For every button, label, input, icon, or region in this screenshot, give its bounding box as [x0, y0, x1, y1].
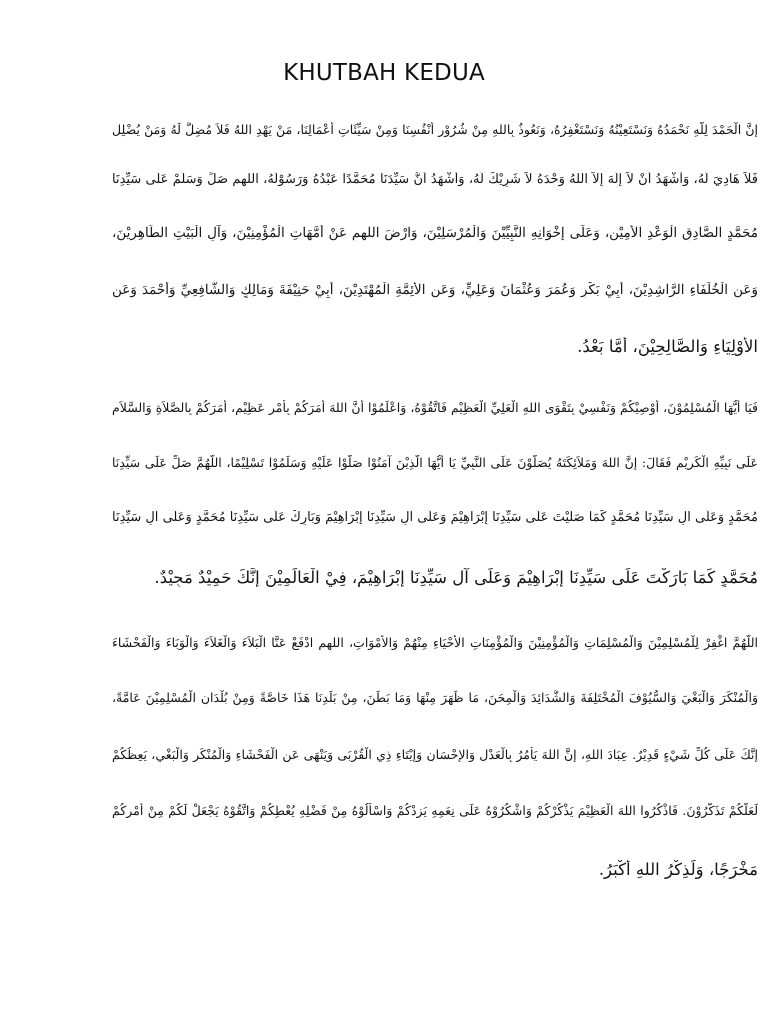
- text-line: عَلَى نَبِيِّهِ الْكَرِيْمِ فَقَالَ: إِنَّ اللهَ وَمَلاَئِكَتَهُ يُصَلُّوْنَ عَلَى النَّبِيِّ يَا أَيُّهَا الَّذِيْنَ آمَنُوْا صَلُّوْا عَلَيْهِ وَسَلِّمُوْا تَسْلِيْمًا، اللَّهُمَّ صَلِّ عَلَى سَيِّدِنَا: [112, 455, 758, 470]
- text-line: فَيَا أَيُّهَا الْمُسْلِمُوْنَ، أُوْصِيْكُمْ وَنَفْسِيْ بِتَقْوَى اللهِ الْعَلِيِّ الْعَظِيْمِ فَاتَّقُوْهُ، وَاعْلَمُوْا أَنَّ اللهَ أَمَرَكُمْ بِأَمْرٍ عَظِيْمٍ، أَمَرَكُمْ بِالصَّلاَةِ وَالسَّلاَمِ: [112, 400, 758, 415]
- text-line: إِنَّكَ عَلَى كُلِّ شَيْءٍ قَدِيْرٌ. عِبَادَ اللهِ، إِنَّ اللهَ يَأْمُرُ بِالْعَدْلِ وَالإِحْسَانِ وَإِيْتَاءِ ذِي الْقُرْبَى وَيَنْهَى عَنِ الْفَحْشَاءِ وَالْمُنْكَرِ وَالْبَغْيِ، يَعِظُكُمْ: [112, 747, 758, 762]
- text-line: مَخْرَجًا، وَلَذِكْرُ اللهِ أَكْبَرُ.: [598, 860, 758, 879]
- text-line: مُحَمَّدٍ الصَّادِقِ الْوَعْدِ الأَمِيْنِ، وَعَلَى إِخْوَانِهِ النَّبِيِّيْنَ وَالْمُرْسَلِيْنَ، وَارْضَ اللهم عَنْ أُمَّهَاتِ الْمُؤْمِنِيْنَ، وَآلِ الْبَيْتِ الطَّاهِرِيْنَ،: [112, 225, 758, 241]
- text-line: لَعَلَّكُمْ تَذَكَّرُوْنَ. فَاذْكُرُوا اللهَ الْعَظِيْمَ يَذْكُرْكُمْ وَاشْكُرُوْهُ عَلَى نِعَمِهِ يَزِدْكُمْ وَاسْأَلُوْهُ مِنْ فَضْلِهِ يُعْطِكُمْ وَاتَّقُوْهُ يَجْعَلْ لَكُمْ مِنْ أَمْرِكُمْ: [112, 803, 758, 818]
- text-line: مُحَمَّدٍ وَعَلَى آلِ سَيِّدِنَا مُحَمَّدٍ كَمَا صَلَّيْتَ عَلَى سَيِّدِنَا إِبْرَاهِيْمَ وَعَلَى آلِ سَيِّدِنَا إِبْرَاهِيْمَ وَبَارِكْ عَلَى سَيِّدِنَا مُحَمَّدٍ وَعَلَى آلِ سَيِّدِنَا: [112, 510, 758, 525]
- text-line: إِنَّ الْحَمْدَ لِلَّهِ نَحْمَدُهُ وَنَسْتَعِيْنُهُ وَنَسْتَغْفِرُهُ، وَنَعُوذُ بِاللهِ مِنْ شُرُوْرِ أَنْفُسِنَا وَمِنْ سَيِّئَاتِ أَعْمَالِنَا، مَنْ يَهْدِ اللهُ فَلاَ مُضِلَّ لَهُ وَمَنْ يُضْلِل: [112, 122, 758, 137]
- text-line: الأَوْلِيَاءِ وَالصَّالِحِيْنَ، أَمَّا بَعْدُ.: [577, 337, 758, 356]
- text-line: وَعَنِ الْخُلَفَاءِ الرَّاشِدِيْنَ، أَبِيْ بَكْرٍ وَعُمَرَ وَعُثْمَانَ وَعَلِيٍّ، وَعَنِ الأَئِمَّةِ الْمُهْتَدِيْنَ، أَبِيْ حَنِيْفَةَ وَمَالِكٍ وَالشَّافِعِيِّ وَأَحْمَدَ وَعَنِ: [112, 282, 758, 298]
- text-line: فَلاَ هَادِيَ لَهُ، وَأَشْهَدُ أَنْ لاَ إِلَهَ إِلاَّ اللهُ وَحْدَهُ لاَ شَرِيْكَ لَهُ، وَأَشْهَدُ أَنَّ سَيِّدَنَا مُحَمَّدًا عَبْدُهُ وَرَسُوْلُهُ، اللهم صَلِّ وَسَلِّمْ عَلَى سَيِّدِنَا: [112, 172, 758, 187]
- text-line: مُحَمَّدٍ كَمَا بَارَكْتَ عَلَى سَيِّدِنَا إِبْرَاهِيْمَ وَعَلَى آلِ سَيِّدِنَا إِبْرَاهِيْمَ، فِيْ الْعَالَمِيْنَ إِنَّكَ حَمِيْدٌ مَجِيْدٌ.: [154, 568, 758, 587]
- text-line: وَالْمُنْكَرَ وَالْبَغْيَ وَالسُّيُوْفَ الْمُخْتَلِفَةَ وَالشَّدَائِدَ وَالْمِحَنَ، مَا ظَهَرَ مِنْهَا وَمَا بَطَنَ، مِنْ بَلَدِنَا هَذَا خَاصَّةً وَمِنْ بُلْدَانِ الْمُسْلِمِيْنَ عَامَّةً،: [112, 690, 758, 705]
- page-title: KHUTBAH KEDUA: [283, 60, 485, 86]
- text-line: اللَّهُمَّ اغْفِرْ لِلْمُسْلِمِيْنَ وَالْمُسْلِمَاتِ وَالْمُؤْمِنِيْنَ وَالْمُؤْمِنَاتِ الأَحْيَاءِ مِنْهُمْ وَالأَمْوَاتِ، اللهم ادْفَعْ عَنَّا الْبَلاَءَ وَالْغَلاَءَ وَالْوَبَاءَ وَالْفَحْشَاءَ: [112, 635, 758, 650]
